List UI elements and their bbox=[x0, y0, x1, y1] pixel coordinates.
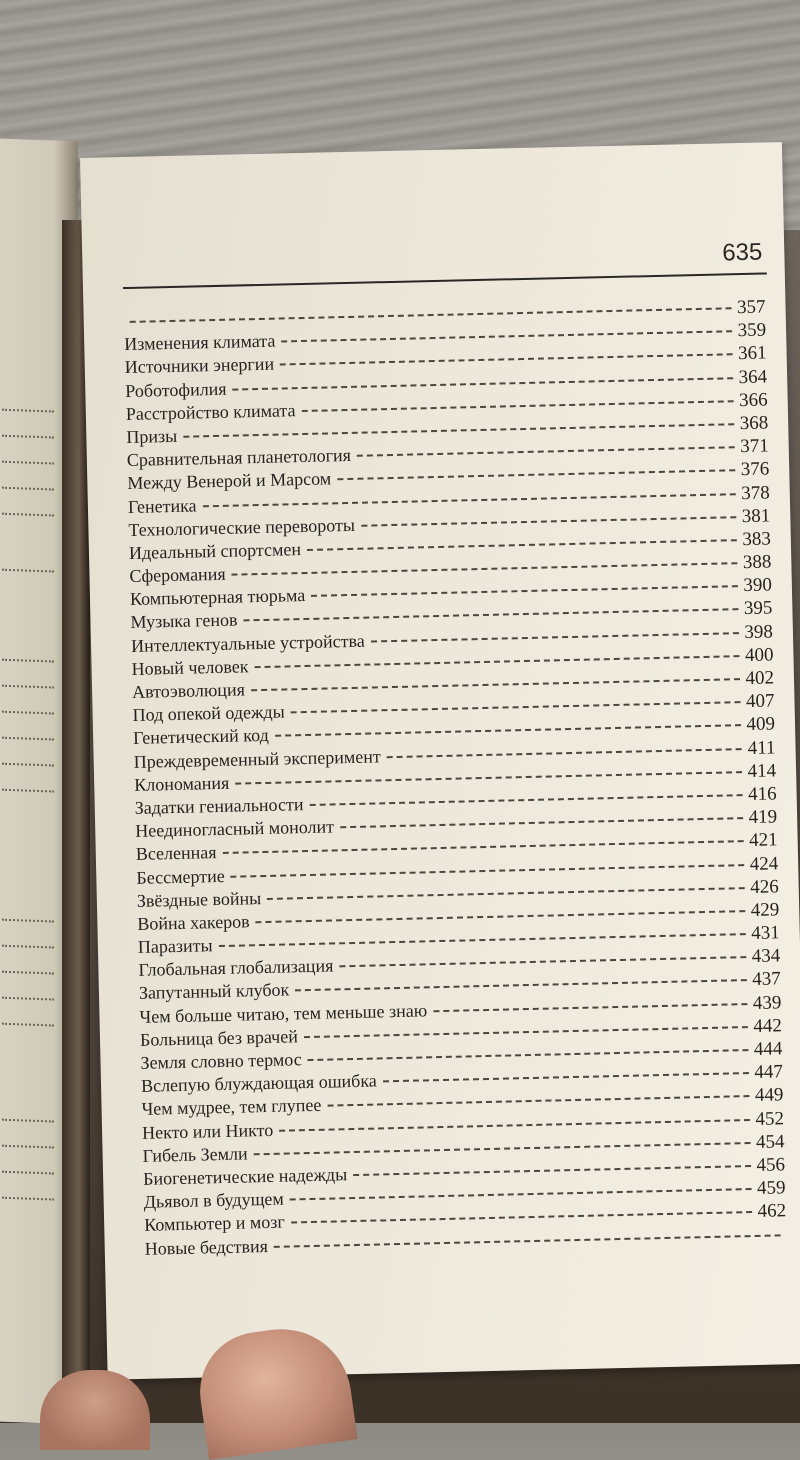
dot-leader bbox=[254, 655, 739, 668]
toc-entry-title: Война хакеров bbox=[137, 911, 250, 934]
left-leader bbox=[2, 513, 54, 517]
dot-leader bbox=[203, 493, 736, 507]
toc-entry-title: Новый человек bbox=[131, 656, 249, 679]
dot-leader bbox=[279, 1119, 749, 1132]
toc-entry-page: 444 bbox=[753, 1038, 783, 1060]
toc-entry-title: Чем больше читаю, тем меньше знаю bbox=[139, 999, 428, 1027]
dot-leader bbox=[280, 354, 732, 366]
toc-entry-page: 416 bbox=[747, 783, 777, 805]
dot-leader bbox=[304, 1026, 748, 1038]
toc-entry-page: 439 bbox=[752, 991, 782, 1014]
toc-entry-title: Биогенетические надежды bbox=[142, 1164, 348, 1189]
dot-leader bbox=[301, 400, 733, 412]
toc-entry-title: Источники энергии bbox=[124, 354, 275, 378]
dot-leader bbox=[256, 910, 745, 923]
dot-leader bbox=[383, 1072, 749, 1082]
dot-leader bbox=[387, 748, 742, 758]
dot-leader bbox=[308, 1049, 748, 1061]
toc-entry-title: Клономания bbox=[134, 772, 230, 795]
left-leader bbox=[2, 1145, 54, 1149]
toc-entry-page: 409 bbox=[746, 713, 776, 736]
dot-leader bbox=[309, 794, 742, 806]
dot-leader bbox=[353, 1165, 750, 1176]
toc-entry-page: 357 bbox=[736, 296, 766, 319]
toc-entry-page: 381 bbox=[741, 505, 771, 527]
toc-entry-page: 456 bbox=[756, 1154, 786, 1176]
left-leader bbox=[2, 1171, 54, 1175]
dot-leader bbox=[290, 1188, 751, 1200]
toc-entry-page: 378 bbox=[741, 481, 771, 504]
toc-entry-title: Между Венерой и Марсом bbox=[127, 468, 332, 494]
toc-entry-page: 449 bbox=[754, 1084, 784, 1107]
toc-entry-page: 383 bbox=[742, 528, 772, 550]
toc-entry-page: 398 bbox=[744, 621, 774, 643]
header-rule bbox=[123, 272, 767, 289]
left-leader bbox=[2, 997, 54, 1001]
toc-entry-page: 431 bbox=[751, 922, 780, 945]
left-leader bbox=[2, 919, 54, 923]
toc-entry-title: Задатки гениальности bbox=[134, 794, 304, 818]
dot-leader bbox=[361, 516, 736, 527]
toc-entry-title: Некто или Никто bbox=[141, 1119, 274, 1143]
left-leader bbox=[2, 659, 54, 663]
dot-leader bbox=[219, 933, 746, 947]
toc-entry-title: Вселенная bbox=[135, 842, 217, 865]
left-leader bbox=[2, 569, 54, 573]
toc-entry-title: Генетика bbox=[127, 494, 197, 517]
left-leader bbox=[2, 1119, 54, 1123]
toc-entry-title: Роботофилия bbox=[125, 378, 227, 401]
toc-entry-title: Компьютерная тюрьма bbox=[129, 585, 306, 610]
toc-entry-title: Интеллектуальные устройства bbox=[130, 630, 365, 656]
dot-leader bbox=[311, 585, 737, 597]
left-leader bbox=[2, 487, 54, 491]
dot-leader bbox=[340, 817, 743, 828]
left-leader bbox=[2, 763, 54, 767]
left-leader bbox=[2, 1023, 54, 1027]
dot-leader bbox=[274, 1234, 781, 1247]
toc-entry-page: 376 bbox=[740, 458, 770, 481]
dot-leader bbox=[357, 446, 734, 457]
dot-leader bbox=[267, 887, 744, 900]
left-leader bbox=[2, 789, 54, 793]
left-leader bbox=[2, 461, 54, 465]
dot-leader bbox=[183, 423, 734, 437]
dot-leader bbox=[244, 609, 738, 622]
toc-entry-page: 400 bbox=[744, 644, 774, 666]
dot-leader bbox=[254, 1142, 750, 1155]
toc-entry-title: Запутанный клубок bbox=[138, 979, 290, 1004]
toc-entry-page: 359 bbox=[737, 319, 767, 342]
left-leader bbox=[2, 737, 54, 741]
toc-entry-page: 442 bbox=[753, 1015, 783, 1037]
toc-entry-title: Под опекой одежды bbox=[132, 701, 285, 726]
toc-entry-title: Сравнительная планетология bbox=[126, 445, 352, 471]
dot-leader bbox=[232, 562, 737, 575]
toc-entry-title: Изменения климата bbox=[124, 330, 276, 355]
toc-entry-page: 424 bbox=[749, 852, 779, 875]
toc-entry-page: 462 bbox=[757, 1200, 787, 1223]
toc-entry-title: Призы bbox=[126, 425, 178, 447]
toc-entry-title: Идеальный спортсмен bbox=[128, 538, 302, 563]
toc-entry-page: 454 bbox=[755, 1131, 785, 1153]
dot-leader bbox=[223, 840, 744, 854]
left-leader bbox=[2, 1197, 54, 1201]
dot-leader bbox=[235, 771, 741, 784]
toc-entry-page: 361 bbox=[737, 342, 767, 365]
toc-entry-page: 419 bbox=[748, 806, 778, 829]
table-of-contents bbox=[123, 296, 786, 1261]
toc-entry-title: Дьявол в будущем bbox=[143, 1188, 285, 1212]
dot-leader bbox=[291, 701, 740, 713]
toc-entry-page: 364 bbox=[738, 366, 768, 388]
right-page bbox=[80, 142, 800, 1380]
toc-entry-title: Паразиты bbox=[137, 935, 213, 957]
dot-leader bbox=[295, 980, 746, 992]
left-leader bbox=[2, 711, 54, 715]
toc-entry-title: Расстройство климата bbox=[125, 399, 296, 424]
toc-entry-page: 368 bbox=[739, 412, 769, 435]
toc-entry-page: 452 bbox=[755, 1107, 785, 1130]
toc-entry-title: Чем мудрее, тем глупее bbox=[141, 1095, 322, 1120]
toc-entry-page: 407 bbox=[745, 690, 775, 713]
toc-entry-page: 411 bbox=[747, 736, 776, 759]
toc-entry-title: Сферомания bbox=[129, 563, 226, 587]
dot-leader bbox=[275, 725, 741, 738]
left-leader bbox=[2, 945, 54, 949]
toc-entry-title: Вслепую блуждающая ошибка bbox=[140, 1070, 378, 1097]
dot-leader bbox=[371, 632, 739, 642]
dot-leader bbox=[433, 1003, 747, 1012]
finger bbox=[40, 1370, 150, 1450]
toc-entry-page: 414 bbox=[747, 760, 777, 782]
toc-entry-title: Новые бедствия bbox=[144, 1235, 269, 1259]
dot-leader bbox=[281, 330, 731, 342]
toc-entry-page: 429 bbox=[750, 899, 780, 921]
toc-entry-page: 426 bbox=[749, 876, 779, 898]
toc-entry-page: 434 bbox=[751, 945, 781, 968]
left-leader bbox=[2, 435, 54, 439]
left-leader bbox=[2, 409, 54, 413]
toc-entry-page: 388 bbox=[742, 551, 772, 574]
toc-entry-page: 395 bbox=[743, 597, 773, 620]
dot-leader bbox=[327, 1095, 749, 1107]
toc-entry-title: Гибель Земли bbox=[142, 1143, 248, 1166]
toc-entry-page: 437 bbox=[752, 968, 782, 991]
toc-entry-page: 421 bbox=[748, 829, 778, 852]
toc-entry-title: Неединогласный монолит bbox=[135, 816, 335, 842]
toc-entry-title: Бессмертие bbox=[136, 865, 225, 888]
dot-leader bbox=[130, 307, 731, 323]
toc-entry-title: Технологические перевороты bbox=[128, 514, 356, 540]
toc-entry-title: Музыка генов bbox=[130, 609, 238, 633]
page-number: 635 bbox=[721, 238, 763, 267]
dot-leader bbox=[291, 1211, 752, 1223]
toc-entry-page: 447 bbox=[754, 1061, 784, 1084]
toc-entry-page: 366 bbox=[738, 389, 768, 411]
dot-leader bbox=[233, 377, 733, 390]
toc-entry-title: Автоэволюция bbox=[131, 679, 246, 702]
toc-entry-page: 402 bbox=[745, 667, 775, 690]
dot-leader bbox=[337, 470, 735, 481]
toc-entry-title: Преждевременный эксперимент bbox=[133, 745, 381, 772]
dot-leader bbox=[307, 539, 736, 551]
toc-entry-page: 459 bbox=[756, 1177, 786, 1200]
toc-entry-title: Звёздные войны bbox=[136, 887, 262, 911]
toc-entry-page: 371 bbox=[739, 435, 769, 458]
toc-entry-title: Больница без врачей bbox=[139, 1026, 299, 1050]
toc-entry-title: Глобальная глобализация bbox=[138, 955, 334, 981]
toc-entry-page: 390 bbox=[743, 574, 773, 597]
toc-entry-title: Генетический код bbox=[132, 725, 269, 749]
dot-leader bbox=[231, 864, 744, 878]
left-leader bbox=[2, 685, 54, 689]
left-leader bbox=[2, 971, 54, 975]
dot-leader bbox=[251, 678, 740, 691]
dot-leader bbox=[339, 956, 745, 967]
toc-entry-title: Компьютер и мозг bbox=[144, 1211, 286, 1236]
toc-entry-title: Земля словно термос bbox=[140, 1049, 302, 1073]
